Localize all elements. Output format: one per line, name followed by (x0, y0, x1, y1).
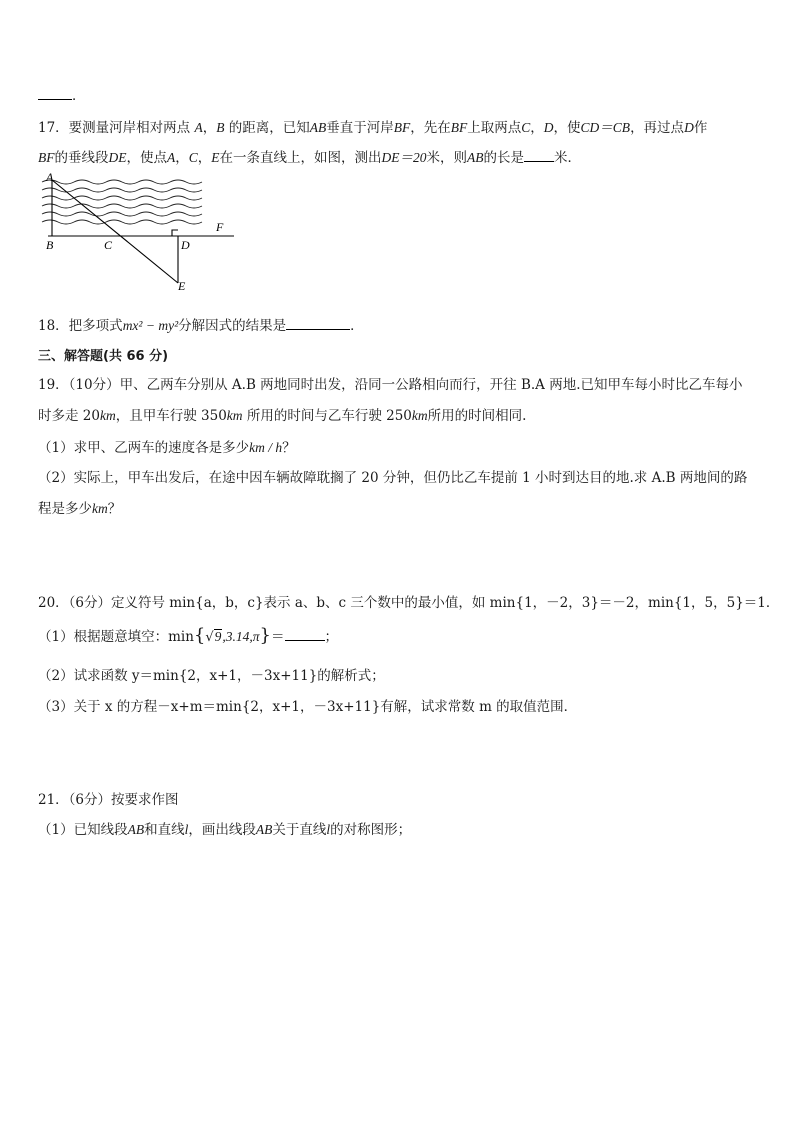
answer-blank (285, 628, 325, 641)
q18-line: 18．把多项式mx² − my²分解因式的结果是 ． (38, 318, 364, 334)
right-angle-mark (172, 230, 178, 236)
river-waves (42, 180, 202, 224)
label-e: E (178, 279, 186, 293)
top-fragment: ． (38, 84, 86, 104)
q17-line2: BF的垂线段DE，使点A，C，E在一条直线上，如图，测出DE＝20米，则AB的长是 米． (38, 150, 582, 166)
q19-sub1: （1）求甲、乙两车的速度各是多少km / h？ (38, 440, 296, 456)
section-heading: 三、解答题(共 66 分) (38, 349, 169, 364)
q20-sub1: （1）根据题意填空：min{√9,3.14,π}＝ ； (38, 625, 338, 646)
q20-line1: 20．（6分）定义符号 min{a，b，c}表示 a、b、c 三个数中的最小值，如 min{1，－2，3}＝－2，min{1，5，5}＝1． (38, 595, 780, 611)
q19-sub2-line2: 程是多少km？ (38, 501, 122, 517)
q20-sub3: （3）关于 x 的方程－x+m＝min{2，x+1，－3x+11}有解，试求常数 m 的取值范围． (38, 699, 578, 715)
q19-sub2-line1: （2）实际上，甲车出发后，在途中因车辆故障耽搁了 20 分钟，但仍比乙车提前 1 小时到达目的地.求 A.B 两地间的路 (38, 470, 748, 486)
q21-line1: 21．（6分）按要求作图 (38, 792, 179, 808)
label-c: C (104, 238, 113, 252)
q19-line2: 时多走 20km，且甲车行驶 350km 所用的时间与乙车行驶 250km所用的时间相同. (38, 408, 527, 424)
segment-ae (52, 180, 178, 283)
q17-figure (40, 170, 240, 295)
q21-sub1: （1）已知线段AB和直线l，画出线段AB关于直线l的对称图形； (38, 822, 412, 838)
label-d: D (181, 238, 190, 252)
answer-blank (524, 149, 554, 162)
label-a: A (46, 170, 54, 184)
q20-sub2: （2）试求函数 y＝min{2，x+1，－3x+11}的解析式； (38, 668, 385, 684)
q19-line1: 19．（10分）甲、乙两车分别从 A.B 两地同时出发，沿同一公路相向而行，开往 B.A 两地.已知甲车每小时比乙车每小 (38, 377, 743, 393)
label-f: F (216, 220, 224, 234)
answer-blank (38, 87, 72, 100)
q17-line1: 17．要测量河岸相对两点 A，B 的距离，已知AB垂直于河岸BF，先在BF上取两点C，D，使CD＝CB，再过点D作 (38, 120, 708, 136)
answer-blank (286, 317, 350, 330)
label-b: B (46, 238, 54, 252)
